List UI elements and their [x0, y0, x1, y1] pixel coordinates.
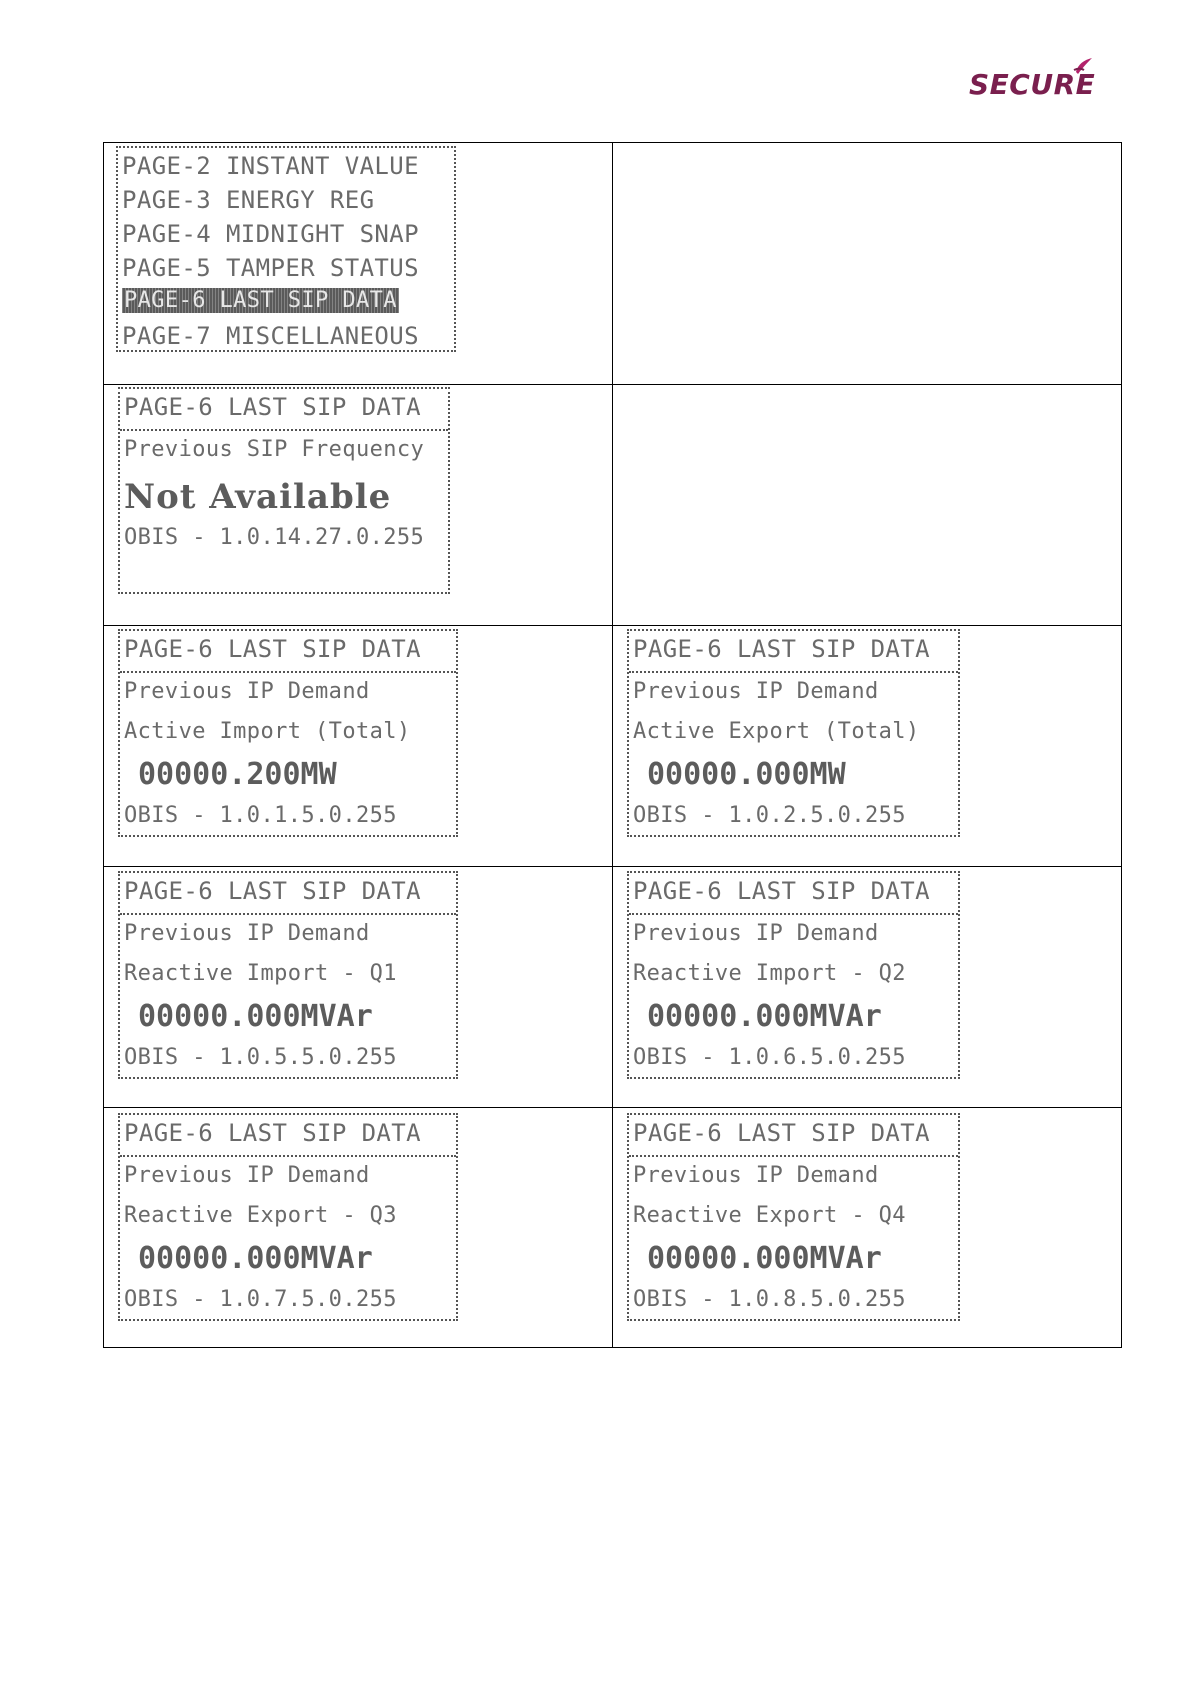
menu-item: PAGE-7 MISCELLANEOUS [122, 322, 419, 350]
table-row-divider [104, 866, 1121, 867]
screen-label: Previous SIP Frequency [124, 437, 425, 462]
obis-code: OBIS - 1.0.1.5.0.255 [124, 803, 397, 828]
screen-title: PAGE-6 LAST SIP DATA [633, 877, 930, 905]
lcd-demand-screen [627, 629, 960, 837]
lcd-demand-screen [118, 871, 458, 1079]
screen-divider [629, 913, 958, 915]
lcd-demand-screen [627, 871, 960, 1079]
table-row-divider [104, 625, 1121, 626]
screen-title: PAGE-6 LAST SIP DATA [633, 635, 930, 663]
screen-label: Previous IP Demand [124, 921, 370, 946]
screen-subtitle: Reactive Export - Q3 [124, 1203, 397, 1228]
leaf-icon [1072, 56, 1094, 76]
screen-label: Previous IP Demand [124, 679, 370, 704]
lcd-demand-screen [627, 1113, 960, 1321]
screen-label: Previous IP Demand [124, 1163, 370, 1188]
table-column-divider [612, 143, 613, 1347]
secure-logo [969, 58, 1109, 108]
obis-code: OBIS - 1.0.14.27.0.255 [124, 525, 425, 550]
logo-text: SECURE [969, 68, 1096, 101]
screen-title: PAGE-6 LAST SIP DATA [633, 1119, 930, 1147]
screen-divider [120, 671, 456, 673]
frequency-value: Not Available [124, 477, 392, 517]
demand-value: 00000.000MVAr [138, 999, 373, 1034]
screen-title: PAGE-6 LAST SIP DATA [124, 393, 421, 421]
menu-item: PAGE-5 TAMPER STATUS [122, 254, 419, 282]
lcd-frequency-screen [118, 387, 450, 594]
screen-subtitle: Active Import (Total) [124, 719, 411, 744]
lcd-demand-screen [118, 1113, 458, 1321]
lcd-menu-screen [116, 146, 456, 352]
demand-value: 00000.000MVAr [647, 999, 882, 1034]
demand-value: 00000.000MVAr [647, 1241, 882, 1276]
obis-code: OBIS - 1.0.6.5.0.255 [633, 1045, 906, 1070]
screen-subtitle: Active Export (Total) [633, 719, 920, 744]
screen-label: Previous IP Demand [633, 1163, 879, 1188]
table-row-divider [104, 1107, 1121, 1108]
menu-item: PAGE-4 MIDNIGHT SNAP [122, 220, 419, 248]
screen-title: PAGE-6 LAST SIP DATA [124, 635, 421, 663]
obis-code: OBIS - 1.0.5.5.0.255 [124, 1045, 397, 1070]
screen-label: Previous IP Demand [633, 921, 879, 946]
demand-value: 00000.200MW [138, 757, 337, 792]
screen-label: Previous IP Demand [633, 679, 879, 704]
screen-divider [120, 429, 448, 431]
screen-subtitle: Reactive Export - Q4 [633, 1203, 906, 1228]
lcd-demand-screen [118, 629, 458, 837]
demand-value: 00000.000MW [647, 757, 846, 792]
demand-value: 00000.000MVAr [138, 1241, 373, 1276]
menu-item-selected: PAGE-6 LAST SIP DATA [124, 288, 397, 313]
menu-item: PAGE-3 ENERGY REG [122, 186, 375, 214]
table-row-divider [104, 384, 1121, 385]
screen-title: PAGE-6 LAST SIP DATA [124, 1119, 421, 1147]
menu-item: PAGE-2 INSTANT VALUE [122, 152, 419, 180]
screen-divider [120, 913, 456, 915]
obis-code: OBIS - 1.0.8.5.0.255 [633, 1287, 906, 1312]
screen-divider [629, 671, 958, 673]
screen-divider [120, 1155, 456, 1157]
screen-subtitle: Reactive Import - Q1 [124, 961, 397, 986]
screen-title: PAGE-6 LAST SIP DATA [124, 877, 421, 905]
obis-code: OBIS - 1.0.7.5.0.255 [124, 1287, 397, 1312]
obis-code: OBIS - 1.0.2.5.0.255 [633, 803, 906, 828]
screen-subtitle: Reactive Import - Q2 [633, 961, 906, 986]
screen-divider [629, 1155, 958, 1157]
